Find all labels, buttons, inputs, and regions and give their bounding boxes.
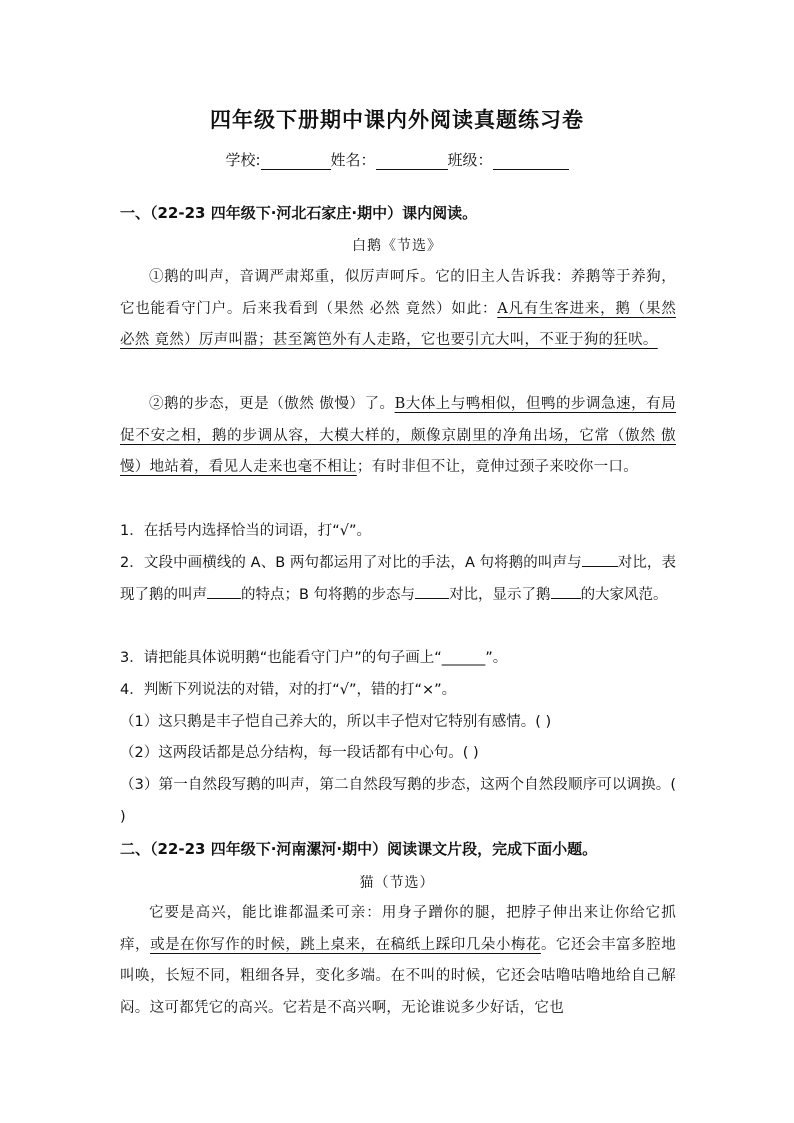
paragraph2-text: ②鹅的步态，更是（傲然 傲慢）了。 (149, 396, 395, 412)
sentence-a-underlined: A凡有生客进来，鹅（果然 必然 竟然）厉声叫嚣；甚至篱笆外有人走路，它也要引亢大叫，不亚于狗的狂吠。 (120, 300, 676, 349)
section1-paragraph2 (120, 389, 676, 484)
q2-text-b: 对比，表现了鹅的叫声 (120, 555, 676, 603)
q2-text-a: 2．文段中画横线的 A、B 两句都运用了对比的手法，A 句将鹅的叫声与 (120, 555, 582, 571)
section1-subtitle: 白鹅《节选》 (352, 238, 442, 254)
cat-paragraph-text: 它要是高兴，能比谁都温柔可亲：用身子蹭你的腿，把脖子伸出来让你给它抓痒， (120, 905, 676, 953)
page-title: 四年级下册期中课内外阅读真题练习卷 (210, 108, 584, 132)
name-blank[interactable] (376, 153, 448, 170)
q2-text-e: 的大家风范。 (580, 586, 668, 603)
class-label: 班级： (447, 151, 493, 169)
section1-paragraph1 (120, 262, 676, 357)
name-label: 姓名： (330, 151, 376, 169)
q2-blank-4[interactable] (551, 584, 581, 599)
question-4-1: （1）这只鹅是丰子恺自己养大的，所以丰子恺对它特别有感情。( ) (120, 714, 552, 730)
q2-blank-2[interactable] (207, 584, 241, 599)
school-label: 学校: (225, 151, 261, 169)
question-2 (120, 548, 676, 611)
sentence-b-underlined: B大体上与鸭相似，但鸭的步调急速，有局促不安之相，鹅的步调从容，大模大样的，颇像京剧里的净角出场，它常（傲然 傲慢）地站着，看见人走来也毫不相让 (120, 396, 676, 476)
paragraph1-text: ①鹅的叫声，音调严肃郑重，似厉声呵斥。它的旧主人告诉我：养鹅等于养狗，它也能看守门户。后来我看到（果然 必然 竟然）如此： (120, 269, 676, 317)
q2-text-d: 对比，显示了鹅 (449, 586, 551, 603)
section1-heading: 一、（22-23 四年级下·河北石家庄·期中）课内阅读。 (120, 204, 478, 222)
question-4-2: （2）这两段话都是总分结构，每一段话都有中心句。( ) (120, 745, 479, 761)
q2-text-c: 的特点；B 句将鹅的步态与 (241, 586, 416, 603)
paragraph2-tail: ；有时非但不让，竟伸过颈子来咬你一口。 (356, 459, 639, 476)
cat-underlined-sentence: 或是在你写作的时候，跳上桌来，在稿纸上踩印几朵小梅花 (150, 936, 541, 953)
school-blank[interactable] (261, 153, 331, 170)
section2-subtitle: 猫（节选） (359, 875, 435, 891)
question-4: 4．判断下列说法的对错，对的打“√”，错的打“×”。 (120, 682, 457, 698)
cat-paragraph-tail: 。它还会丰富多腔地叫唤，长短不同，粗细各异，变化多端。在不叫的时候，它还会咕噜咕噜地给自己解闷。这可都凭它的高兴。它若是不高兴啊，无论谁说多少好话，它也 (120, 936, 676, 1016)
class-blank[interactable] (493, 153, 569, 170)
section2-heading: 二、（22-23 四年级下·河南漯河·期中）阅读课文片段，完成下面小题。 (120, 840, 598, 858)
question-4-3: （3）第一自然段写鹅的叫声，第二自然段写鹅的步态，这两个自然段顺序可以调换。( ) (120, 777, 676, 825)
question-3: 3．请把能具体说明鹅“也能看守门户”的句子画上“______”。 (120, 650, 508, 666)
section2-paragraph1 (120, 898, 676, 1024)
q2-blank-1[interactable] (582, 552, 618, 567)
student-info-line (0, 149, 794, 170)
q2-blank-3[interactable] (415, 584, 449, 599)
question-1: 1．在括号内选择恰当的词语，打“√”。 (120, 523, 371, 539)
